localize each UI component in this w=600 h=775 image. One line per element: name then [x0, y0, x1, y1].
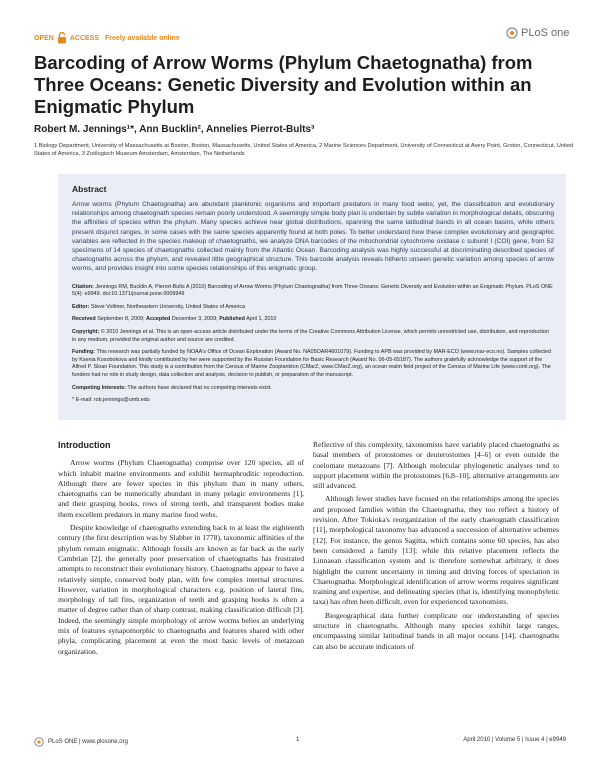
editor-text: Steve Vollmer, Northeastern University, United States of America — [90, 303, 246, 310]
body-paragraph: Despite knowledge of chaetognaths extending back to at least the eighteenth century (the first description was by Slabber in 1778), taxonomic affinities of the phylum remain enigmatic. Although fossils are known as far back as the early Cambrian [2], the generally poor preservation of chaetognaths has frustrated attempts to reconstruct their evolutionary history. Chaetognaths appear to have a relatively simple, conserved body plan, with few complex internal structures. However, variation in morphological characters e.g. position of lateral fins, morphology of tail fins, organization of teeth and grasping hooks is often a matter of degree rather than of sharp contrast, making classification difficult [3]. Indeed, the seemingly simple morphology of arrow worms belies an underlying mix of features synapomorphic to chaetognaths and features shared with other phyla, complicating placement at even the most basic levels of metazoan organization. — [58, 523, 304, 656]
abstract-text: Arrow worms (Phylum Chaetognatha) are abundant planktonic organisms and important predators in many food webs; yet, the classification and evolutionary relationships among chaetognath species remain poorly understood. A seemingly simple body plan is underlain by subtle variation in morphological details, obscuring the affinities of species within the phylum. Many species achieve near global distributions, spanning the same latitudinal bands in all ocean basins, while others present disjunct ranges, in some cases with the same species apparently found at both poles. To better understand how these complex evolutionary and geographic variables are reflected in the species makeup of chaetognaths, we analyze DNA barcodes of the mitochondrial cytochrome oxidase c subunit I (COI) gene, from 52 specimens of 14 species of chaetognaths collected mainly from the Atlantic Ocean. Barcoding analysis was highly successful at discriminating described species of chaetognaths across the phylum, and revealed little geographical structure. This barcode analysis reveals hitherto unseen genetic variation among species of arrow worms, and provides insight into some species relationships of this enigmatic group. — [72, 201, 554, 273]
abstract-heading: Abstract — [72, 184, 107, 194]
editor — [72, 304, 554, 312]
email: * E-mail: rob.jennings@umb.edu — [72, 397, 150, 404]
footer-journal — [34, 737, 128, 747]
accepted-label: Accepted — [146, 316, 171, 323]
citation-text: Jennings RM, Bucklin A, Pierrot-Bults A (2010) Barcoding of Arrow Worms (Phylum Chaetognatha) from Three Oceans: Genetic Diversity and Evolution within an Enigmatic Phylum. PLoS ONE 5(4): e9949. doi:10.1371/journal.pone.0009949 — [72, 283, 553, 298]
funding-text: This research was partially funded by NOAA's Office of Ocean Exploration (Award No. NA05OAR4601079). Funding to APB was provided by MAR-ECO (www.mar-eco.no). Samples collected by Ksenia Kosobokova and kindly contributed by her were supported by the Russian Foundation for Basic Research (Award No. 06-05-65187). The authors gratefully acknowledge the support of the Alfred P. Sloan Foundation. This study is a contribution from the Census of Marine Zooplankton (CMarZ, www.CMarZ.org), an ocean realm field project of the Census of Marine Life (www.coml.org). The funders had no role in study design, data collection and analysis, decision to publish, or preparation of the manuscript. — [72, 349, 551, 378]
copyright-text: © 2010 Jennings et al. This is an open-access article distributed under the terms of the Creative Commons Attribution License, which permits unrestricted use, distribution, and reproduction in any medium, provided the original author and source are credited. — [72, 329, 549, 343]
journal-logo — [506, 27, 569, 39]
article-metadata — [72, 284, 554, 405]
page-footer — [34, 737, 566, 749]
body-paragraph: Although fewer studies have focused on the relationships among the species and proposed families within the Chaetognatha, they too reflect a history of revision. After Tokioka's reorganization of the early chaetognath classification [11], morphological taxonomy has advanced a succession of alternative schemes [12]. For instance, the genus Sagitta, which contains some 60 species, has also been considered a family [13]; while this relative placement reflects the Linnaean classification system and is therefore somewhat arbitrary, it does highlight the current uncertainty in timing and driving forces of speciation in Chaetognatha. Morphological identification of arrow worms requires significant training and expertise, and delineating species (that is, identifying monophyletic taxa) has often been difficult, even for experienced taxonomists. — [313, 494, 559, 607]
article-title: Barcoding of Arrow Worms (Phylum Chaetognatha) from Three Oceans: Genetic Diversity and Evolution within an Enigmatic Phylum — [34, 52, 533, 117]
access-label: ACCESS — [69, 34, 100, 42]
copyright-label: Copyright: — [72, 329, 100, 335]
editor-label: Editor: — [72, 303, 90, 310]
citation — [72, 284, 554, 299]
competing-interests — [72, 385, 554, 393]
introduction-heading: Introduction — [58, 440, 111, 450]
plos-circle-icon — [506, 27, 518, 39]
body-column-left — [58, 440, 304, 657]
received-label: Received — [72, 316, 96, 323]
accepted-date: December 3, 2009; — [171, 316, 218, 323]
footer-journal-text: PLoS ONE | www.plosone.org — [48, 739, 128, 745]
abstract-box — [58, 174, 566, 420]
competing-text: The authors have declared that no competing interests exist. — [127, 384, 272, 391]
freely-available-label: Freely available online — [105, 34, 180, 42]
published-label: Published — [219, 316, 245, 323]
footer-issue: April 2010 | Volume 5 | Issue 4 | e9949 — [463, 737, 566, 743]
page-number: 1 — [296, 737, 300, 743]
author-list: Robert M. Jennings¹*, Ann Bucklin², Annelies Pierrot-Bults³ — [34, 124, 315, 135]
funding — [72, 349, 554, 379]
copyright — [72, 329, 554, 344]
dates — [72, 316, 554, 324]
received-date: September 8, 2009; — [97, 316, 145, 323]
open-label: OPEN — [34, 34, 54, 42]
affiliations: 1 Biology Department, University of Massachusetts at Boston, Boston, Massachusetts, United States of America, 2 Marine Sciences Department, University of Connecticut at Avery Point, Groton, Connecticut, United States of America, 3 Zoölogisch Museum Amsterdam, Amsterdam, The Netherlands — [34, 143, 574, 158]
open-access-banner — [34, 31, 180, 45]
body-paragraph: Biogeographical data further complicate our understanding of species structure in chaetognaths. Although many species exhibit large ranges, encompassing similar latitudinal bands in all major oceans [14], chaetognaths can also be accurate indicators of — [313, 610, 559, 651]
body-column-right — [313, 440, 559, 652]
plos-footer-icon — [34, 737, 44, 747]
published-date: April 1, 2010 — [246, 316, 277, 323]
journal-logo-text: PLoS one — [521, 27, 570, 39]
competing-label: Competing Interests: — [72, 384, 126, 391]
funding-label: Funding: — [72, 349, 96, 356]
body-paragraph: Reflective of this complexity, taxonomists have variably placed chaetognaths as basal members of protostomes or deuterostomes [4–6] or even outside the coelomate metazoans [7]. Although molecular phylogenetic analyses tend to support placement within the protostomes [6,8–10], alternative arrangements are still advanced. — [313, 440, 559, 491]
body-paragraph: Arrow worms (Phylum Chaetognatha) comprise over 120 species, all of which inhabit marine environments and exhibit hermaphroditic reproduction. Although there are fewer species in this phylum than in many others, chaetognaths can be numerically abundant in many pelagic environments [1], and their grasping hooks, rows of strong teeth, and transparent bodies make them excellent predators in many marine food webs. — [58, 458, 304, 519]
citation-label: Citation: — [72, 283, 94, 290]
open-lock-icon — [57, 32, 67, 44]
